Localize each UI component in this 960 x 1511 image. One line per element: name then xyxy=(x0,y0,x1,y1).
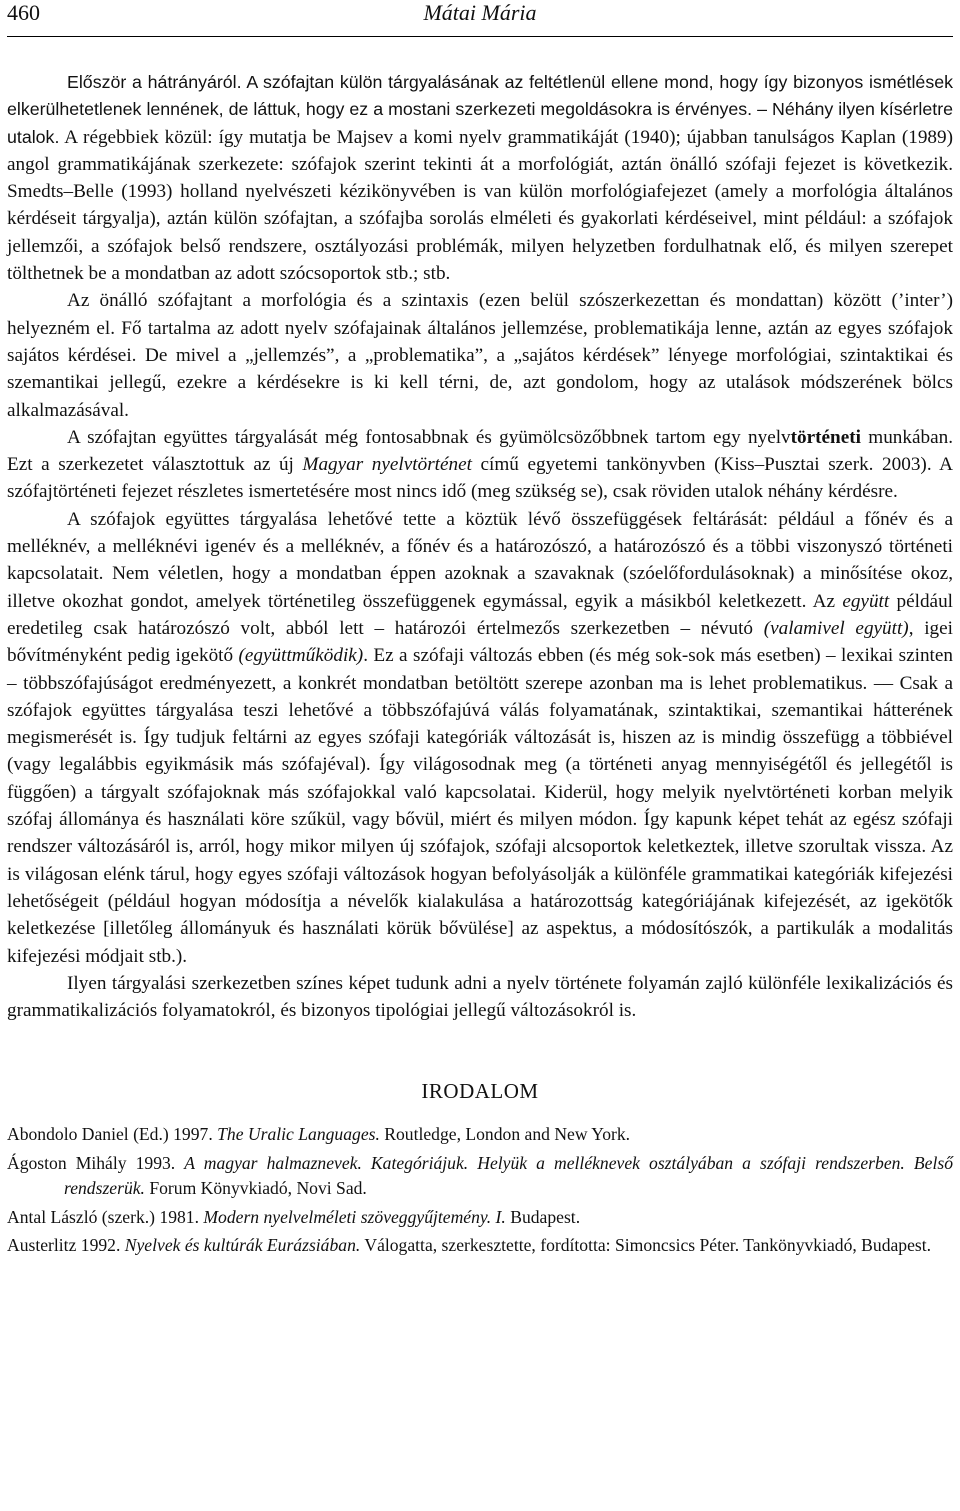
paragraph-4-part-c: például eredetileg csak határozószó volt, abból lett – határozói értelmezős szerkezetben – névutó xyxy=(7,590,953,639)
reference-item xyxy=(7,1205,953,1231)
paragraph-4-part-g: . Ez a szófaji változás ebben (és még sok-sok más esetben) – lexikai szinten – többszófajúságot eredményezett, a konkrét mondatban betöltött szerepe azonban ma is lehet problematikus. –– Csak a szófajok együttes tárgyalása teszi lehetővé a többszófajúvá válás folyamatának, szintaktikai, szemantikai hátterének megismerését is. Így tudjuk feltárni az egyes szófaji kategóriák változását is, hiszen az is mindig összefügg a többiével (vagy legalábbis egyikmásik más szófajéval). Így világosodnak meg (a történeti anyag mennyiségétől és jellegétől is függően) a tárgyalt szófajoknak más szófajokkal való kapcsolatai. Kiderül, hogy melyik nyelvtörténeti korban melyik szófaj állománya és használati köre szűkül, vagy bővül, miért és milyen módon. Így kapunk képet tehát az egész szófaji rendszer változásáról is, arról, hogy mikor milyen új szófajok, szófaji alcsoportok keletkeztek, illetve szorultak vissza. Az is világosan elénk tárul, hogy egyes szófaji változások hogyan befolyásolják a különféle grammatikai kategóriák kifejezési lehetőségeit (például hogyan módosítja a névelők kialakulása a határozottság kategóriájának kifejezését, az igekötők keletkezése [illetőleg állományuk és használati körük bővülése] az aspektus, a módosítószók, a partikulák a modalitás kifejezési módjait stb.). xyxy=(7,645,954,967)
running-title: Mátai Mária xyxy=(423,0,537,25)
reference-author: Austerlitz 1992. xyxy=(7,1235,125,1256)
reference-publisher: Válogatta, szerkesztette, fordította: Simoncsics Péter. Tankönyvkiadó, Budapest. xyxy=(360,1235,932,1256)
paragraph-3-part-a: A szófajtan együttes tárgyalását még fontosabbnak és gyümölcsözőbbnek tartom egy nyelv xyxy=(67,426,791,448)
page-header xyxy=(7,0,953,37)
reference-publisher: Routledge, London and New York. xyxy=(379,1124,631,1145)
book-title-magyar-nyelvtortenet: Magyar nyelvtörténet xyxy=(302,454,472,476)
reference-author: Antal László (szerk.) 1981. xyxy=(7,1206,204,1227)
paragraph-3-part-c: munkában. Ezt a szerkezetet választottuk az új xyxy=(7,426,953,476)
bibliography-heading: IRODALOM xyxy=(421,1079,539,1104)
paragraph-3-part-e: című egyetemi tankönyvben (Kiss–Pusztai szerk. 2003). A szófajtörténeti fejezet részletes ismertetésére most nincs idő (meg szükség se), csak röviden utalok néhány kérdésre. xyxy=(7,454,953,503)
reference-title: A magyar halmaznevek. Kategóriájuk. Helyük a melléknevek osztályában a szófaji rendszerben. Belső rendszerük. xyxy=(64,1152,953,1199)
reference-author: Abondolo Daniel (Ed.) 1997. xyxy=(7,1124,218,1145)
reference-title: Nyelvek és kultúrák Eurázsiában. xyxy=(124,1235,361,1256)
bibliography-list xyxy=(7,1122,953,1259)
book-page xyxy=(7,0,953,1262)
paragraph-4 xyxy=(7,506,953,970)
page-number: 460 xyxy=(7,0,40,25)
reference-publisher: Budapest. xyxy=(505,1206,581,1227)
reference-publisher: Forum Könyvkiadó, Novi Sad. xyxy=(144,1178,367,1199)
example-egyutt: együtt xyxy=(842,590,890,612)
paragraph-2: Az önálló szófajtant a morfológia és a szintaxis (ezen belül szószerkezettan és mondattan) között (’inter’) helyezném el. Fő tartalma az adott nyelv szófajainak általános jellemzése, problematikája lenne, aztán az egyes szófajok sajátos kérdései. De mivel a „jellemzés”, a „problematika”, a „sajátos kérdések” lényege morfológiai, szintaktikai és szemantikai jellegű, ezekre a kérdésekre is ki kell térni, de, azt gondolom, hogy az utalások módszerének bölcs alkalmazásával. xyxy=(7,290,953,421)
article-body xyxy=(7,69,953,1024)
paragraph-1 xyxy=(7,69,953,287)
reference-author: Ágoston Mihály 1993. xyxy=(7,1152,185,1173)
reference-item xyxy=(7,1151,953,1202)
paragraph-3 xyxy=(7,424,953,506)
reference-title: Modern nyelvelméleti szöveggyűjtemény. I. xyxy=(203,1206,506,1227)
paragraph-1-part-1: Először a hátrányáról. A szófajtan külön tárgyalásának az feltétlenül ellene mond, hogy így bizonyos ismétlések elkerülhetetlenek lennének, de láttuk, hogy ez a mostani szerkezeti megoldásokra is érvényes. – Néhány ilyen kísérletre utalok. xyxy=(7,72,953,147)
example-egyuttmukodik: (együttműködik) xyxy=(238,645,364,667)
emphasis-torteneti: történeti xyxy=(790,426,861,448)
paragraph-1-part-3: Smedts–Belle (1993) holland nyelvészeti kézikönyvében is van külön morfológiafejezet (amely a morfológia általános kérdéseit tárgyalja), aztán külön szófajtan, a szófajba sorolás elméleti és gyakorlati kérdéseivel, mint például: a szófajok jellemzői, a szófajok belső rendszere, osztályozási problémák, milyen helyzetben fordulhatnak elő, és milyen szerepet tölthetnek be a mondatban az adott szócsoportok stb.; stb. xyxy=(7,181,953,285)
example-valamivel-egyutt: (valamivel együtt) xyxy=(763,617,909,639)
paragraph-4-part-e: , igei bővítményként pedig igekötő xyxy=(7,617,953,667)
paragraph-5: Ilyen tárgyalási szerkezetben színes képet tudunk adni a nyelv története folyamán zajló különféle lexikalizációs és grammatikalizációs folyamatokról, és bizonyos tipológiai jellegű változásokról is. xyxy=(7,972,953,1022)
reference-item xyxy=(7,1122,953,1148)
paragraph-4-part-a: A szófajok együttes tárgyalása lehetővé tette a köztük lévő összefüggések feltárását: például a főnév és a melléknév, a melléknévi igenév és a melléknév, a főnév és a határozószó, a határozószó és a többi viszonyszó történeti kapcsolatait. Nem véletlen, hogy a mondatban éppen azoknak a szavaknak (szóelőfordulásoknak) a minősítése okoz, illetve okozhat gondot, amelyek történetileg összefüggenek egymással, egyik a másikból keletkezett. Az xyxy=(7,508,953,612)
reference-title: The Uralic Languages. xyxy=(217,1124,380,1145)
paragraph-1-part-2: A régebbiek közül: így mutatja be Majsev a komi nyelv grammatikáját (1940); újabban tanulságos Kaplan (1989) angol grammatikájának szerkezete: szófajok szerint tekinti át a morfológiát, aztán önálló szófaji fejezet is következik. xyxy=(7,126,953,175)
reference-item xyxy=(7,1233,953,1259)
